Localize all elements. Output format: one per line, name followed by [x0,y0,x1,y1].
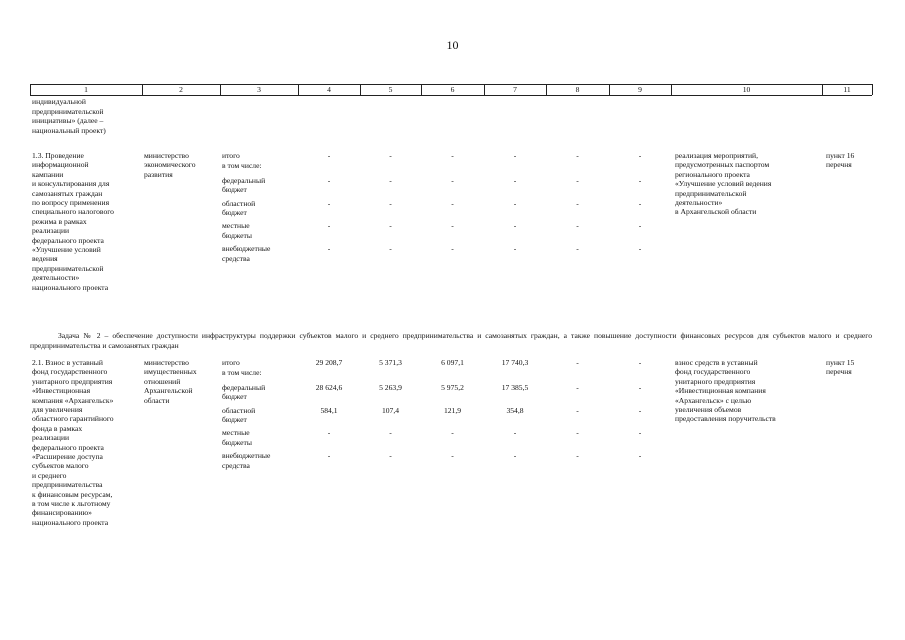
funding-value: 5 263,9 [379,382,402,392]
column-header: 4 [327,85,331,94]
funding-value: - [576,358,579,367]
funding-value: - [451,198,454,208]
funding-value: - [389,221,392,231]
funding-value: - [389,428,392,438]
funding-value: - [327,221,331,231]
funding-value: 5 371,3 [379,358,402,367]
budget-source-label: местные [222,221,250,231]
budget-source-label: итого [222,151,240,160]
result-line: реализация мероприятий, [675,151,758,160]
funding-value: 17 740,3 [501,358,529,367]
funding-value: - [576,198,579,208]
column-header: 3 [257,85,261,94]
result-line: в Архангельской области [675,207,757,217]
funding-value: - [638,198,642,208]
funding-value: - [638,151,642,160]
funding-value: - [576,428,579,438]
activity-title-line: к финансовым ресурсам, [32,489,113,499]
activity-title-line: фонд государственного [32,367,108,377]
budget-source-label: бюджет [222,392,247,402]
result-line: «Улучшение условий ведения [675,179,772,189]
executor-line: министерство [144,151,189,160]
reference-line: перечня [826,160,852,170]
funding-value: - [327,198,331,208]
activity-title-line: «Инвестиционная [32,386,91,396]
funding-value: - [638,244,642,254]
budget-source-label: внебюджетные [222,244,271,254]
budget-source-label: федеральный [222,175,266,185]
activity-title-line: деятельности» [32,273,80,283]
activity-title-line: реализации [32,433,70,443]
budget-source-label: бюджеты [222,437,252,447]
budget-source-label: в том числе: [222,161,262,171]
funding-value: - [638,451,642,461]
activity-title-line: унитарного предприятия [32,376,113,386]
column-header: 5 [388,85,393,94]
activity-title-line: кампании [32,169,64,179]
activity-title-line: реализации [32,226,70,236]
result-line: фонд государственного [675,367,751,377]
budget-source-label: бюджеты [222,230,252,240]
funding-value: - [576,405,579,415]
activity-title-line: специального налогового [32,207,114,217]
funding-value: 6 097,1 [441,358,464,367]
task-2-heading: Задача № 2 – обеспечение доступности инфраструктуры поддержки субъектов малого и среднего предпринимательства и самозанятых граждан, а также повышение доступности финансовых ресурсов для субъектов малого и среднего предпринимательства и самозанятых граждан [30,331,872,350]
result-line: унитарного предприятия [675,376,756,386]
column-header: 7 [513,85,517,94]
text-line: предпринимательской [32,106,104,116]
budget-source-label: бюджет [222,185,247,195]
result-line: увеличения объемов [675,405,742,414]
budget-source-label: областной [222,198,256,208]
funding-value: - [576,244,579,254]
result-line: регионального проекта [675,169,750,179]
activity-title-line: областного гарантийного [32,414,114,424]
funding-value: - [451,175,454,185]
activity-title-line: 1.3. Проведение [32,151,84,160]
text-line: индивидуальной [32,97,86,106]
executor-line: отношений [144,376,181,386]
funding-value: - [389,244,392,254]
reference-line: пункт 16 [826,151,855,160]
funding-value: - [638,428,642,438]
reference-line: пункт 15 [826,358,855,367]
funding-value: - [451,428,454,438]
funding-value: - [638,382,642,392]
executor-line: имущественных [144,367,197,377]
budget-source-label: в том числе: [222,368,262,378]
funding-value: - [638,221,642,231]
activity-title-line: информационной [32,160,89,170]
funding-value: 584,1 [320,405,338,415]
text-line: инициативы» (далее – [32,116,104,125]
funding-value: - [327,244,331,254]
result-line: предпринимательской [675,188,747,198]
funding-value: - [327,428,331,438]
funding-value: - [389,151,392,160]
budget-source-label: итого [222,358,240,367]
column-header: 1 [84,85,88,94]
activity-title-line: фонда в рамках [32,423,83,433]
column-header: 11 [843,85,851,94]
funding-value: - [451,221,454,231]
funding-value: 5 975,2 [441,382,464,392]
funding-value: - [576,382,579,392]
funding-value: - [451,244,454,254]
page-number: 10 [446,38,459,52]
funding-value: - [451,451,454,461]
budget-source-label: средства [222,460,250,470]
funding-value: - [638,175,642,185]
column-header: 9 [638,85,642,94]
executor-line: Архангельской [144,386,193,396]
activity-title-line: предпринимательства [32,480,103,490]
activity-title-line: «Расширение доступа [32,452,103,461]
activity-title-line: национального проекта [32,517,109,527]
funding-value: 354,8 [506,405,524,415]
column-header: 8 [575,85,580,94]
activity-title-line: по вопросу применения [32,198,110,207]
column-header: 2 [179,85,183,94]
funding-value: 17 385,5 [501,382,529,392]
funding-value: - [638,405,642,415]
funding-value: 121,9 [443,405,462,415]
activity-title-line: компания «Архангельск» [32,395,114,405]
activity-title-line: финансированию» [32,508,92,518]
activity-title-line: федерального проекта [32,235,104,245]
funding-value: - [327,151,331,160]
column-header: 6 [450,85,455,94]
funding-value: - [389,198,392,208]
budget-source-label: внебюджетные [222,451,271,461]
activity-title-line: в том числе к льготному [32,499,111,508]
funding-value: - [576,221,579,231]
text-line: национальный проект) [32,125,106,135]
activity-title-line: и консультирования для [32,179,110,189]
column-header: 10 [742,85,751,94]
funding-value: - [513,221,517,231]
activity-title-line: национального проекта [32,282,109,292]
funding-value: - [327,451,331,461]
result-line: предоставления поручительств [675,414,776,424]
activity-title-line: субъектов малого [32,461,89,471]
funding-value: 107,4 [381,405,400,415]
activity-title-line: 2.1. Взнос в уставный [32,358,103,367]
funding-value: - [327,175,331,185]
activity-title-line: режима в рамках [32,216,87,226]
budget-source-label: федеральный [222,382,266,392]
funding-value: - [638,358,642,367]
budget-source-label: средства [222,253,250,263]
funding-value: - [513,428,517,438]
activity-title-line: самозанятых граждан [32,188,103,198]
funding-value: - [389,175,392,185]
activity-title-line: ведения [32,254,58,264]
activity-title-line: для увеличения [32,405,83,414]
result-line: «Инвестиционная компания [675,386,766,396]
activity-title-line: федерального проекта [32,442,104,452]
funding-value: 28 624,6 [315,382,343,392]
funding-value: - [513,451,517,461]
executor-line: области [144,395,170,405]
result-line: «Архангельск» с целью [675,395,752,405]
activity-title-line: предпринимательской [32,263,104,273]
budget-source-label: местные [222,428,250,438]
budget-source-label: областной [222,405,256,415]
budget-source-label: бюджет [222,415,247,424]
activity-title-line: и среднего [32,470,67,480]
result-line: взнос средств в уставный [675,358,758,367]
activity-title-line: «Улучшение условий [32,245,101,254]
executor-line: развития [144,169,173,179]
funding-value: - [513,175,517,185]
funding-value: - [576,451,579,461]
funding-value: - [513,151,517,160]
result-line: предусмотренных паспортом [675,160,770,170]
reference-line: перечня [826,367,852,377]
budget-source-label: бюджет [222,208,247,217]
funding-value: - [576,175,579,185]
executor-line: министерство [144,358,189,367]
funding-value: - [513,198,517,208]
funding-value: - [576,151,579,160]
funding-value: - [451,151,454,160]
result-line: деятельности» [675,198,723,207]
funding-value: - [389,451,392,461]
funding-value: - [513,244,517,254]
funding-value: 29 208,7 [315,358,343,367]
executor-line: экономического [144,160,196,170]
